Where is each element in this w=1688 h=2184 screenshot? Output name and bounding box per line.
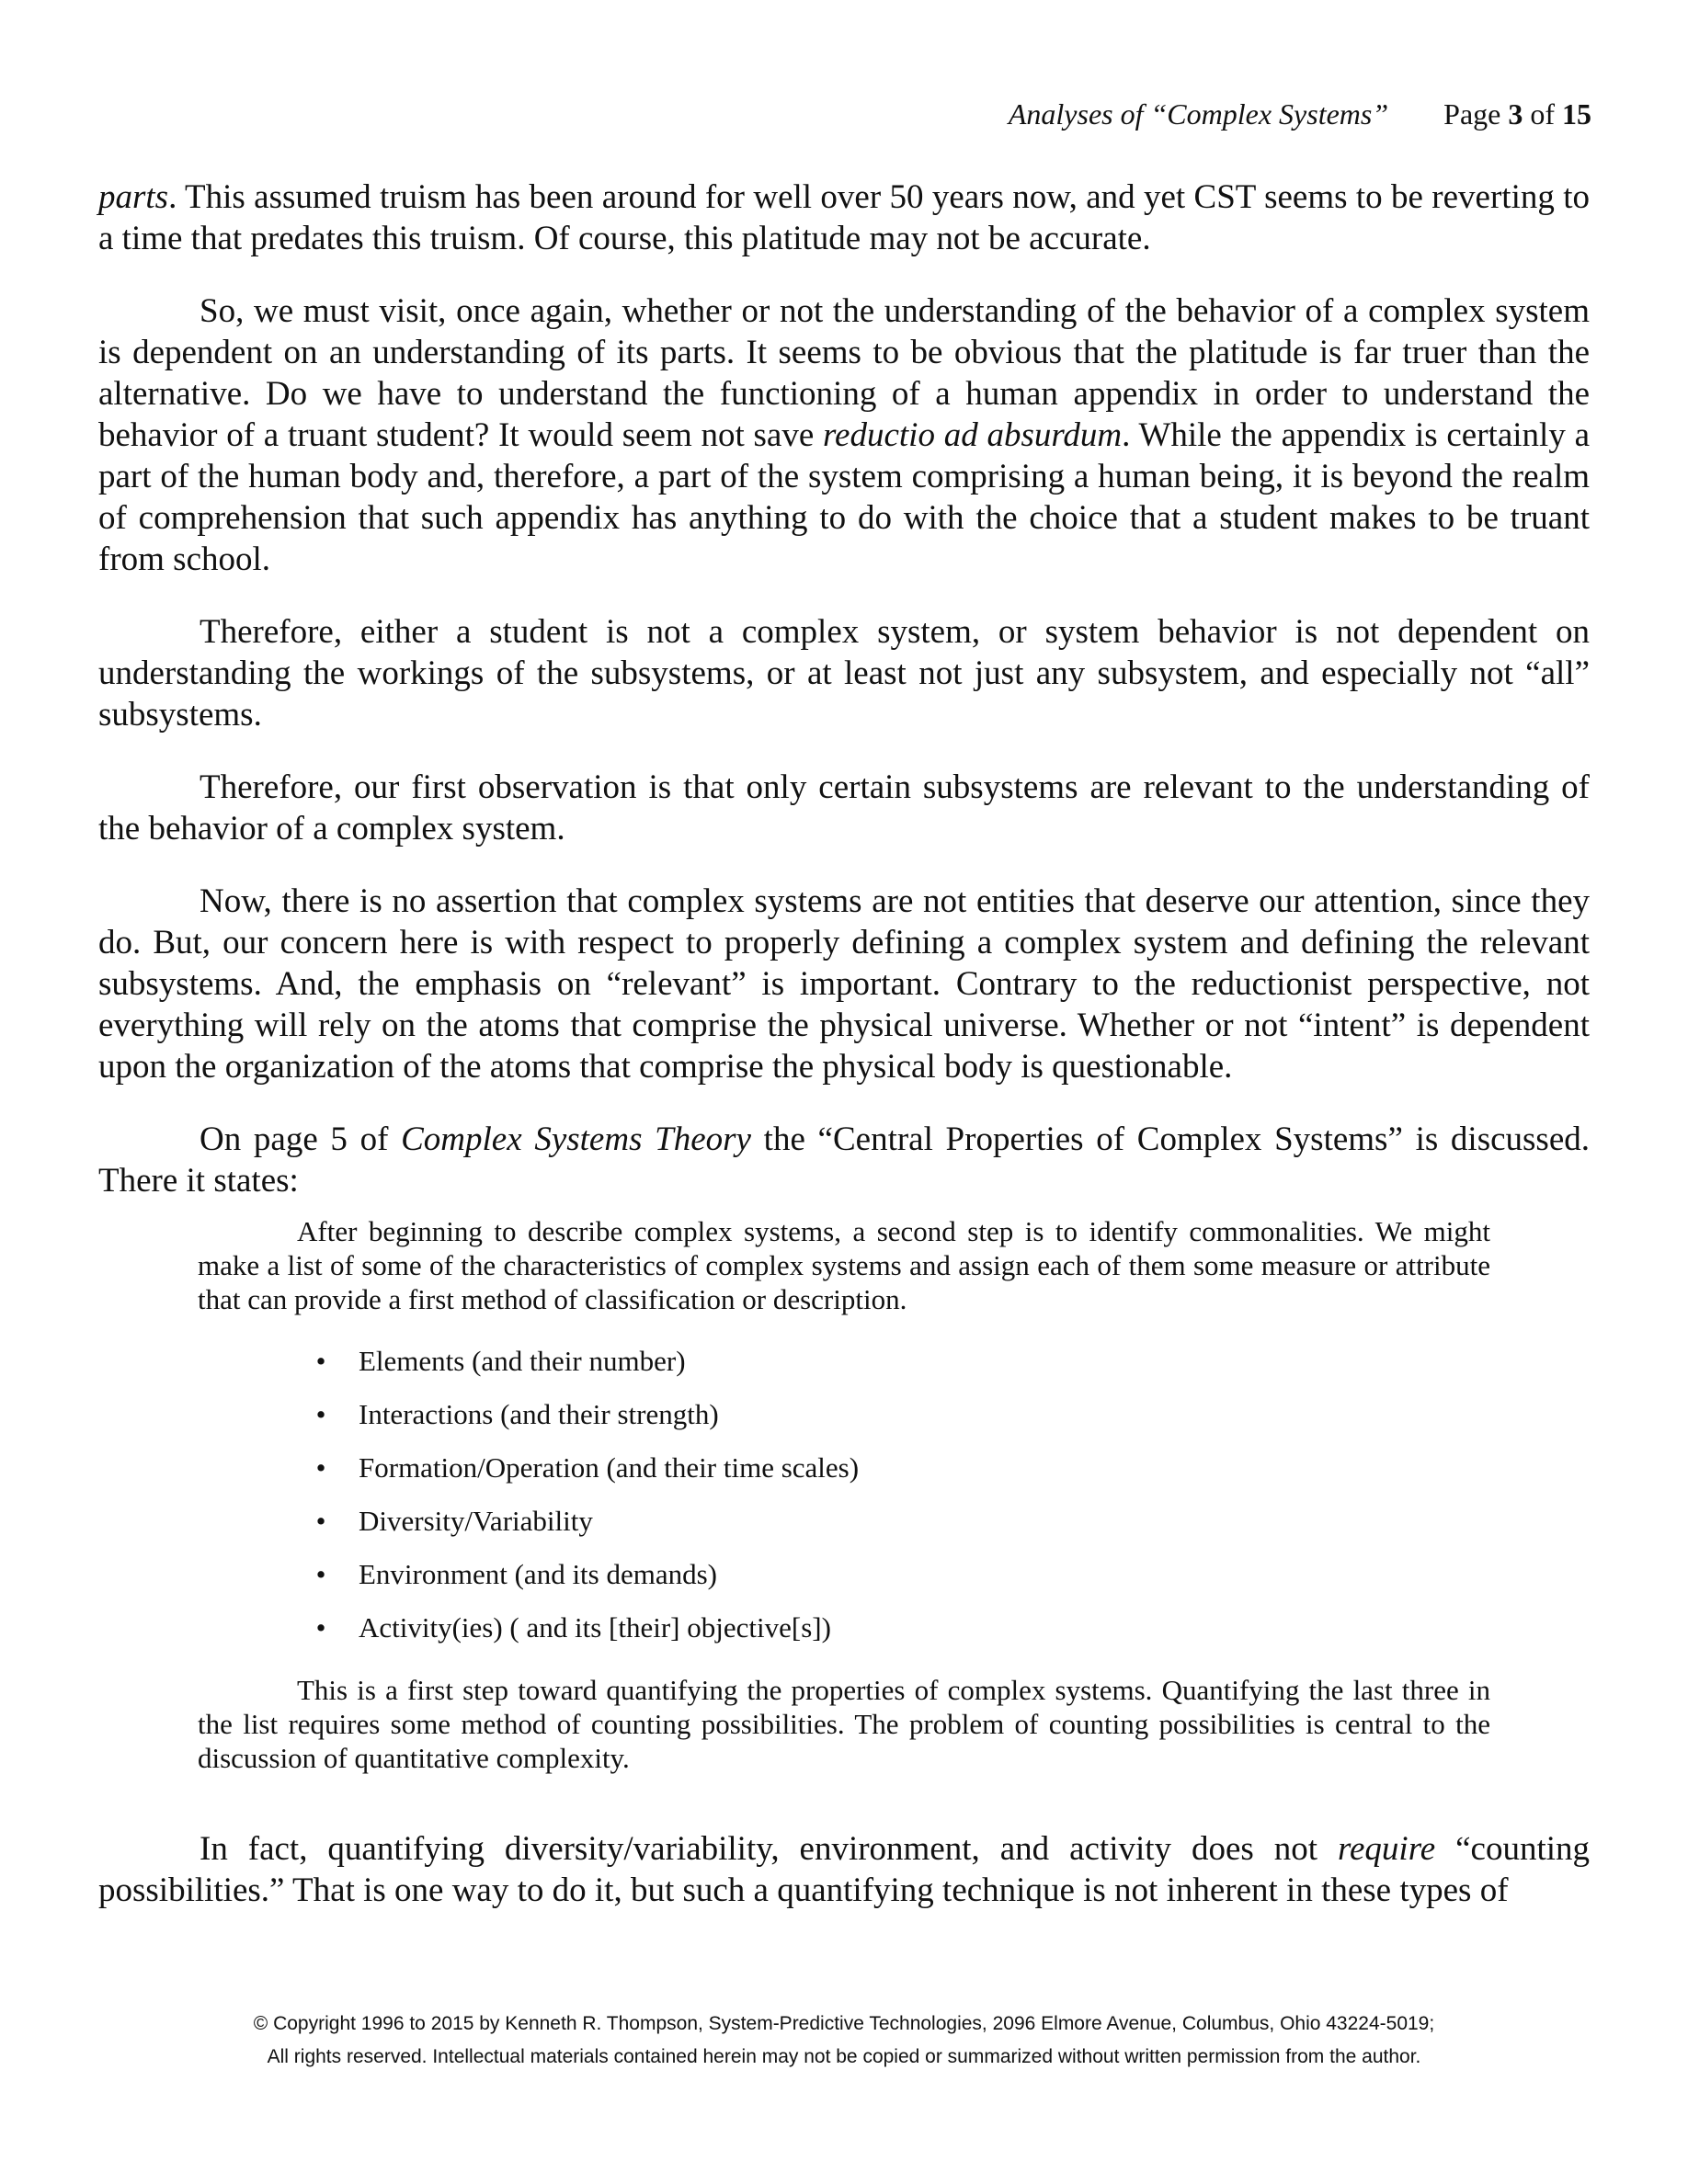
paragraph-1-italic: parts (98, 178, 169, 216)
header-page-number: 3 (1508, 97, 1523, 131)
bullet-icon: • (315, 1451, 326, 1484)
bullet-icon: • (315, 1345, 326, 1377)
paragraph-6-text-b: the “Central Properties of Complex Systems” is discussed. There it states: (98, 1120, 1590, 1200)
paragraph-4: Therefore, our first observation is that only certain subsystems are relevant to the understanding of the behavior of a complex system. (98, 768, 1590, 847)
bullet-icon: • (315, 1611, 326, 1644)
quote-list-item-text: Interactions (and their strength) (359, 1398, 719, 1430)
quote-list-item (315, 1610, 1490, 1645)
running-header (1009, 97, 1591, 131)
quote-intro: After beginning to describe complex systems, a second step is to identify commonalities. We might make a list of some of the characteristics of complex systems and assign each of them some measure or attribute that can provide a first method of classification or description. (198, 1215, 1490, 1315)
paragraph-7-text-a: In fact, quantifying diversity/variability, environment, and activity does not (200, 1830, 1338, 1868)
paragraph-1 (98, 176, 1590, 259)
paragraph-7-text-b: “counting possibilities.” That is one way to do it, but such a quantifying technique is not inherent in these types of (98, 1830, 1590, 1909)
paragraph-2-italic: reductio ad absurdum (823, 416, 1123, 454)
bullet-icon: • (315, 1398, 326, 1430)
bullet-icon: • (315, 1558, 326, 1590)
quote-list-item-text: Activity(ies) ( and its [their] objective[s]) (359, 1611, 831, 1644)
paragraph-7-italic: require (1337, 1830, 1436, 1868)
quote-list-item-text: Diversity/Variability (359, 1505, 593, 1537)
paragraph-2-text-a: So, we must visit, once again, whether or not the understanding of the behavior of a complex system is dependent on an understanding of its parts. It seems to be obvious that the platitude is far truer than the alternative. Do we have to understand the functioning of a human appendix in order to understand the behavior of a truant student? It would seem not save (98, 292, 1590, 454)
quote-list-item (315, 1504, 1490, 1539)
header-page-of: of (1523, 97, 1562, 131)
quote-list (198, 1344, 1490, 1645)
paragraph-2 (98, 290, 1590, 580)
paragraph-1-text: . This assumed truism has been around for well over 50 years now, and yet CST seems to be reverting to a time that predates this truism. Of course, this platitude may not be accurate. (98, 178, 1590, 257)
paragraph-5: Now, there is no assertion that complex systems are not entities that deserve our attention, since they do. But, our concern here is with respect to properly defining a complex system and defining the relevant subsystems. And, the emphasis on “relevant” is important. Contrary to the reductionist perspective, not everything will rely on the atoms that comprise the physical universe. Whether or not “intent” is dependent upon the organization of the atoms that comprise the physical body is questionable. (98, 882, 1590, 1086)
quote-list-item (315, 1450, 1490, 1485)
document-body (98, 176, 1590, 1942)
quote-list-item-text: Environment (and its demands) (359, 1558, 717, 1590)
quote-list-item (315, 1557, 1490, 1592)
quote-list-item-text: Formation/Operation (and their time scales) (359, 1451, 860, 1484)
copyright-footer (0, 2008, 1688, 2074)
paragraph-6-italic: Complex Systems Theory (401, 1120, 751, 1158)
quote-list-item-text: Elements (and their number) (359, 1345, 686, 1377)
paragraph-6 (98, 1119, 1590, 1201)
bullet-icon: • (315, 1505, 326, 1537)
block-quote (198, 1214, 1490, 1775)
paragraph-3: Therefore, either a student is not a complex system, or system behavior is not dependent on understanding the workings of the subsystems, or at least not just any subsystem, and especially not “all” subsystems. (98, 613, 1590, 734)
paragraph-2-text-b: . While the appendix is certainly a part of the human body and, therefore, a part of the system comprising a human being, it is beyond the realm of comprehension that such appendix has anything to do with the choice that a student makes to be truant from school. (98, 416, 1590, 578)
quote-list-item (315, 1344, 1490, 1379)
quote-outro: This is a first step toward quantifying the properties of complex systems. Quantifying the last three in the list requires some method of counting possibilities. The problem of counting possibilities is central to the discussion of quantitative complexity. (198, 1674, 1490, 1774)
header-title: Analyses of “Complex Systems” (1008, 97, 1389, 131)
quote-list-item (315, 1397, 1490, 1432)
header-page-total: 15 (1562, 97, 1591, 131)
header-page-prefix: Page (1443, 97, 1509, 131)
paragraph-6-text-a: On page 5 of (200, 1120, 402, 1158)
footer-line-1: © Copyright 1996 to 2015 by Kenneth R. Thompson, System-Predictive Technologies, 2096 Elmore Avenue, Columbus, Ohio 43224-5019; (253, 2013, 1435, 2034)
footer-line-2: All rights reserved. Intellectual materials contained herein may not be copied or summarized without written permission from the author. (267, 2046, 1421, 2067)
paragraph-7 (98, 1828, 1590, 1911)
